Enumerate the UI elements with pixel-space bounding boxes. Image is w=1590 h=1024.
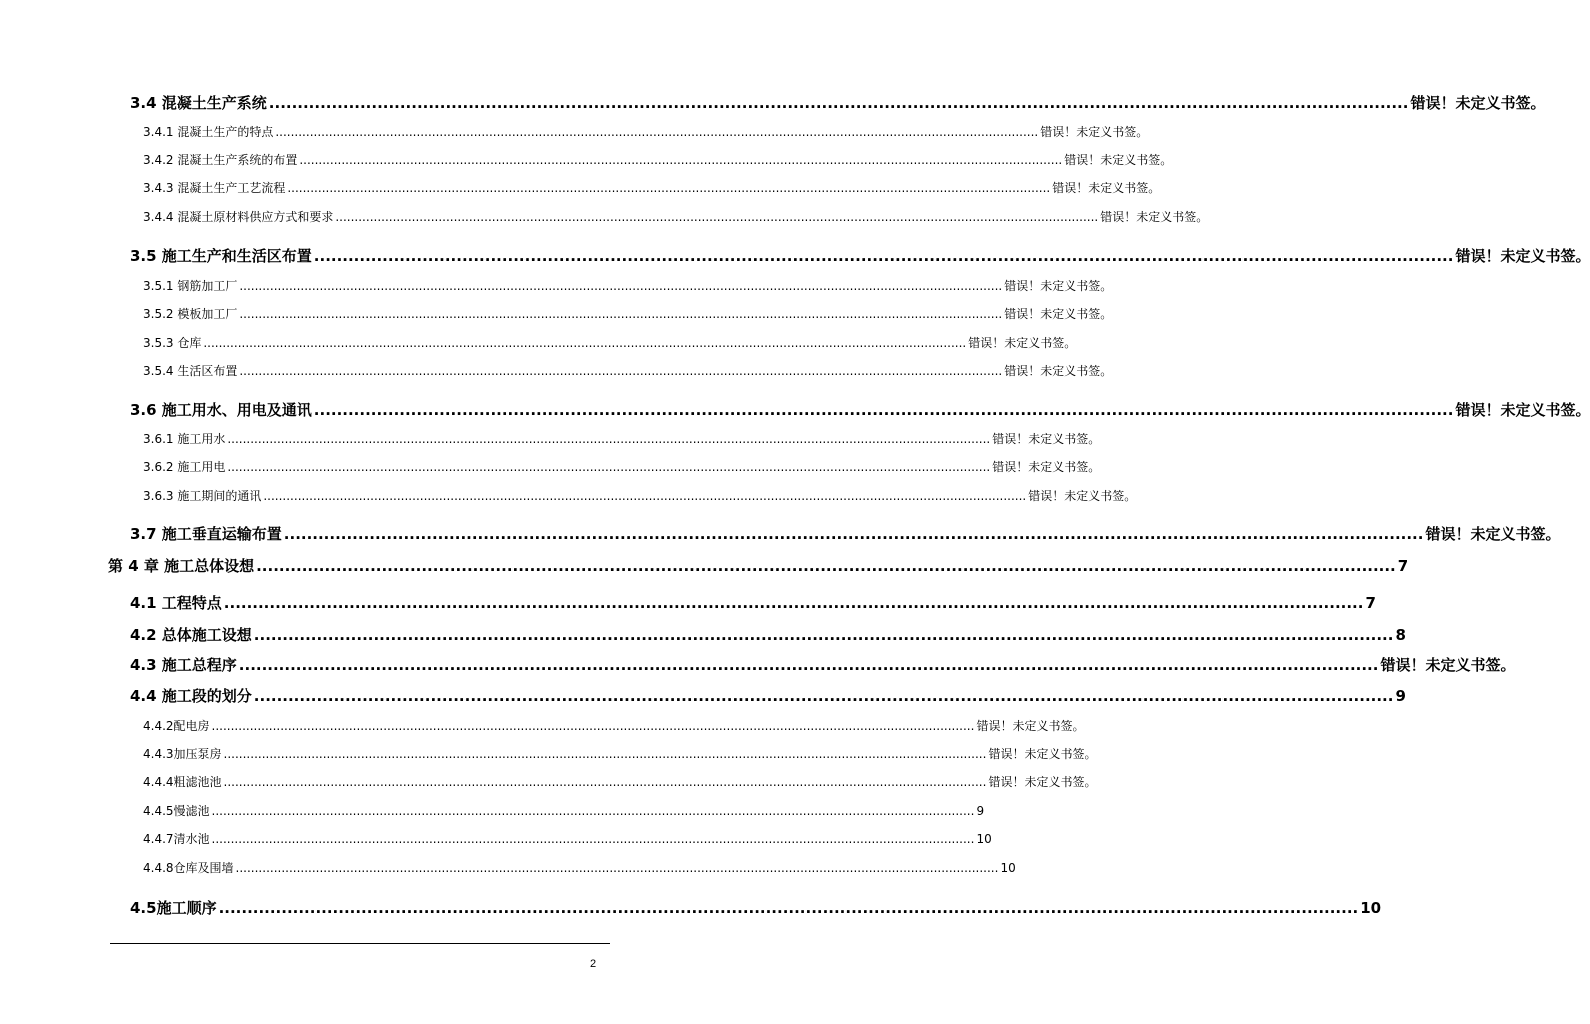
toc-entry-3-6-1[interactable] <box>143 430 1101 447</box>
toc-entry-4-4-8[interactable] <box>143 859 1016 876</box>
toc-entry-title: 3.4 混凝土生产系统 <box>130 94 267 112</box>
toc-entry-page: 错误！未定义书签。 <box>992 460 1101 474</box>
toc-entry-3-4[interactable] <box>130 92 1546 113</box>
toc-entry-page: 错误！未定义书签。 <box>1028 489 1137 503</box>
toc-entry-title: 4.4.4粗滤池池 <box>143 775 222 789</box>
toc-entry-page: 错误！未定义书签。 <box>1052 181 1161 195</box>
toc-leader-dots: ........................................................................................................................................................................................................ <box>268 94 1409 112</box>
toc-entry-title: 3.6.3 施工期间的通讯 <box>143 489 262 503</box>
toc-entry-page: 错误！未定义书签。 <box>1064 153 1173 167</box>
toc-leader-dots: ........................................................................................................................................................................................................ <box>223 775 987 789</box>
toc-entry-4-2[interactable] <box>130 624 1406 645</box>
toc-entry-page: 错误！未定义书签。 <box>988 775 1097 789</box>
toc-leader-dots: ........................................................................................................................................................................................................ <box>313 401 1454 419</box>
toc-leader-dots: ........................................................................................................................................................................................................ <box>239 307 1003 321</box>
toc-entry-4-4-4[interactable] <box>143 773 1097 790</box>
toc-leader-dots: ........................................................................................................................................................................................................ <box>227 460 991 474</box>
toc-entry-page: 10 <box>976 832 992 846</box>
toc-entry-title: 3.5.1 钢筋加工厂 <box>143 279 238 293</box>
toc-entry-title: 4.4.8仓库及围墙 <box>143 861 234 875</box>
toc-entry-title: 3.4.1 混凝土生产的特点 <box>143 125 274 139</box>
toc-entry-page: 错误！未定义书签。 <box>1380 656 1516 674</box>
toc-entry-page: 10 <box>1360 899 1382 917</box>
toc-leader-dots: ........................................................................................................................................................................................................ <box>283 525 1424 543</box>
toc-entry-title: 4.4 施工段的划分 <box>130 687 252 705</box>
toc-entry-title: 4.2 总体施工设想 <box>130 626 252 644</box>
toc-leader-dots: ........................................................................................................................................................................................................ <box>239 279 1003 293</box>
toc-entry-page: 9 <box>976 804 985 818</box>
toc-entry-page: 错误！未定义书签。 <box>1425 525 1561 543</box>
toc-entry-title: 4.4.7清水池 <box>143 832 210 846</box>
toc-entry-chapter-4[interactable] <box>108 555 1409 576</box>
toc-leader-dots: ........................................................................................................................................................................................................ <box>335 210 1099 224</box>
toc-entry-3-4-3[interactable] <box>143 179 1161 196</box>
toc-entry-page: 错误！未定义书签。 <box>988 747 1097 761</box>
toc-entry-4-1[interactable] <box>130 592 1376 613</box>
toc-entry-4-4-2[interactable] <box>143 717 1085 734</box>
toc-entry-page: 7 <box>1365 594 1376 612</box>
toc-entry-title: 4.4.2配电房 <box>143 719 210 733</box>
toc-entry-page: 错误！未定义书签。 <box>976 719 1085 733</box>
toc-leader-dots: ........................................................................................................................................................................................................ <box>223 594 1364 612</box>
toc-entry-3-6[interactable] <box>130 399 1590 420</box>
toc-entry-page: 错误！未定义书签。 <box>1410 94 1546 112</box>
toc-entry-page: 错误！未定义书签。 <box>1100 210 1209 224</box>
toc-entry-page: 9 <box>1395 687 1406 705</box>
toc-entry-title: 3.4.4 混凝土原材料供应方式和要求 <box>143 210 334 224</box>
toc-entry-title: 3.6.1 施工用水 <box>143 432 226 446</box>
toc-entry-page: 8 <box>1395 626 1406 644</box>
toc-leader-dots: ........................................................................................................................................................................................................ <box>223 747 987 761</box>
toc-entry-page: 错误！未定义书签。 <box>1455 401 1590 419</box>
toc-entry-3-5-3[interactable] <box>143 334 1077 351</box>
toc-entry-page: 错误！未定义书签。 <box>968 336 1077 350</box>
toc-entry-title: 3.4.2 混凝土生产系统的布置 <box>143 153 298 167</box>
toc-leader-dots: ........................................................................................................................................................................................................ <box>287 181 1051 195</box>
toc-entry-3-6-3[interactable] <box>143 487 1137 504</box>
page-number: 2 <box>590 958 597 970</box>
toc-entry-3-4-4[interactable] <box>143 208 1209 225</box>
toc-entry-4-3[interactable] <box>130 654 1516 675</box>
toc-entry-4-4-3[interactable] <box>143 745 1097 762</box>
toc-entry-title: 3.7 施工垂直运输布置 <box>130 525 282 543</box>
toc-entry-4-4-7[interactable] <box>143 830 992 847</box>
toc-entry-title: 3.6 施工用水、用电及通讯 <box>130 401 312 419</box>
toc-entry-3-7[interactable] <box>130 523 1561 544</box>
toc-entry-3-4-1[interactable] <box>143 123 1149 140</box>
toc-entry-4-4[interactable] <box>130 685 1406 706</box>
toc-entry-3-5[interactable] <box>130 245 1590 266</box>
toc-entry-title: 3.5 施工生产和生活区布置 <box>130 247 312 265</box>
toc-entry-title: 3.4.3 混凝土生产工艺流程 <box>143 181 286 195</box>
toc-entry-title: 3.6.2 施工用电 <box>143 460 226 474</box>
toc-entry-3-6-2[interactable] <box>143 458 1101 475</box>
toc-leader-dots: ........................................................................................................................................................................................................ <box>239 364 1003 378</box>
toc-leader-dots: ........................................................................................................................................................................................................ <box>263 489 1027 503</box>
toc-entry-4-5[interactable] <box>130 897 1382 918</box>
toc-entry-page: 错误！未定义书签。 <box>1004 307 1113 321</box>
toc-entry-3-4-2[interactable] <box>143 151 1173 168</box>
toc-entry-page: 错误！未定义书签。 <box>1455 247 1590 265</box>
toc-entry-page: 7 <box>1397 557 1409 575</box>
toc-leader-dots: ........................................................................................................................................................................................................ <box>313 247 1454 265</box>
toc-entry-page: 错误！未定义书签。 <box>1004 364 1113 378</box>
toc-entry-page: 错误！未定义书签。 <box>1004 279 1113 293</box>
toc-leader-dots: ........................................................................................................................................................................................................ <box>218 899 1359 917</box>
toc-entry-3-5-2[interactable] <box>143 305 1113 322</box>
toc-leader-dots: ........................................................................................................................................................................................................ <box>253 626 1394 644</box>
toc-entry-title: 4.1 工程特点 <box>130 594 222 612</box>
toc-entry-title: 4.4.3加压泵房 <box>143 747 222 761</box>
toc-entry-page: 错误！未定义书签。 <box>992 432 1101 446</box>
toc-entry-title: 4.5施工顺序 <box>130 899 217 917</box>
toc-entry-title: 4.4.5慢滤池 <box>143 804 210 818</box>
toc-entry-page: 10 <box>1000 861 1016 875</box>
footer-rule <box>110 943 610 944</box>
toc-entry-4-4-5[interactable] <box>143 802 985 819</box>
toc-leader-dots: ........................................................................................................................................................................................................ <box>238 656 1379 674</box>
toc-leader-dots: ........................................................................................................................................................................................................ <box>211 832 975 846</box>
toc-entry-title: 3.5.4 生活区布置 <box>143 364 238 378</box>
toc-entry-title: 3.5.3 仓库 <box>143 336 202 350</box>
toc-leader-dots: ........................................................................................................................................................................................................ <box>203 336 967 350</box>
toc-leader-dots: ........................................................................................................................................................................................................ <box>227 432 991 446</box>
toc-leader-dots: ........................................................................................................................................................................................................ <box>235 861 999 875</box>
toc-leader-dots: ........................................................................................................................................................................................................ <box>211 804 975 818</box>
toc-leader-dots: ........................................................................................................................................................................................................ <box>211 719 975 733</box>
toc-entry-title: 第 4 章 施工总体设想 <box>108 557 255 575</box>
toc-entry-page: 错误！未定义书签。 <box>1040 125 1149 139</box>
toc-leader-dots: ........................................................................................................................................................................................................ <box>299 153 1063 167</box>
toc-entry-3-5-4[interactable] <box>143 362 1113 379</box>
toc-entry-title: 3.5.2 模板加工厂 <box>143 307 238 321</box>
toc-entry-3-5-1[interactable] <box>143 277 1113 294</box>
toc-leader-dots: ........................................................................................................................................................................................................ <box>253 687 1394 705</box>
toc-entry-title: 4.3 施工总程序 <box>130 656 237 674</box>
toc-leader-dots: ........................................................................................................................................................................................................ <box>256 557 1396 575</box>
toc-leader-dots: ........................................................................................................................................................................................................ <box>275 125 1039 139</box>
